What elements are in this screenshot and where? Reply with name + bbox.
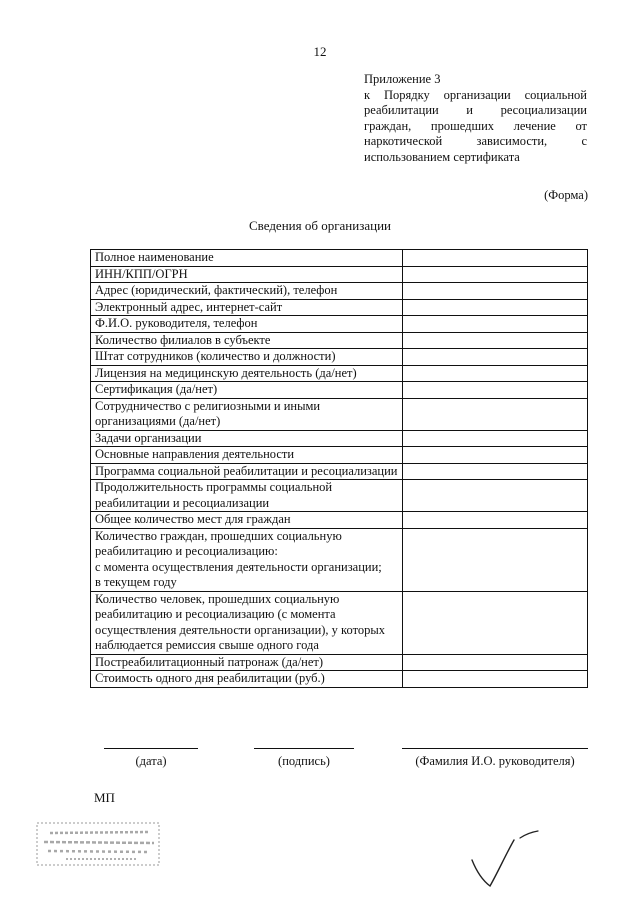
table-row — [91, 266, 588, 283]
row-label: Штат сотрудников (количество и должности) — [91, 349, 403, 366]
table-row — [91, 654, 588, 671]
row-value — [403, 654, 588, 671]
row-label: Сотрудничество с религиозными и иными организациями (да/нет) — [91, 398, 403, 430]
row-label: Основные направления деятельности — [91, 447, 403, 464]
row-label: Программа социальной реабилитации и ресоциализации — [91, 463, 403, 480]
row-value — [403, 250, 588, 267]
table-row — [91, 480, 588, 512]
sign-signature-block — [254, 748, 354, 769]
handwritten-signature-icon — [464, 826, 544, 896]
row-value — [403, 480, 588, 512]
row-label: ИНН/КПП/ОГРН — [91, 266, 403, 283]
date-caption: (дата) — [135, 754, 167, 768]
name-signature-block — [402, 748, 588, 769]
appendix-title: Приложение 3 — [364, 72, 441, 86]
row-value — [403, 283, 588, 300]
sign-line — [254, 748, 354, 749]
date-signature-block — [104, 748, 198, 769]
appendix-header — [364, 72, 587, 165]
document-title: Сведения об организации — [248, 218, 392, 233]
row-value — [403, 398, 588, 430]
table-row — [91, 447, 588, 464]
row-value — [403, 591, 588, 654]
row-label: Количество человек, прошедших социальную реабилитацию и ресоциализацию (с момента осуществления деятельности организации), у которых наблюдается ремиссия свыше одного года — [91, 591, 403, 654]
row-value — [403, 447, 588, 464]
row-value — [403, 528, 588, 591]
row-label: Ф.И.О. руководителя, телефон — [91, 316, 403, 333]
row-value — [403, 512, 588, 529]
seal-place-label: МП — [94, 790, 115, 805]
sign-caption: (подпись) — [278, 754, 330, 768]
row-value — [403, 382, 588, 399]
row-value — [403, 463, 588, 480]
table-row — [91, 349, 588, 366]
row-label: Продолжительность программы социальной реабилитации и ресоциализации — [91, 480, 403, 512]
name-caption: (Фамилия И.О. руководителя) — [415, 754, 575, 768]
table-row — [91, 398, 588, 430]
row-label-line: Количество граждан, прошедших социальную реабилитацию и ресоциализацию: — [95, 528, 342, 558]
table-row — [91, 316, 588, 333]
table-row — [91, 332, 588, 349]
row-value — [403, 299, 588, 316]
row-label: Стоимость одного дня реабилитации (руб.) — [91, 671, 403, 688]
name-line — [402, 748, 588, 749]
table-row — [91, 250, 588, 267]
row-value — [403, 266, 588, 283]
table-row — [91, 528, 588, 591]
row-label: Адрес (юридический, фактический), телефон — [91, 283, 403, 300]
form-label: (Форма) — [544, 188, 588, 202]
table-row — [91, 365, 588, 382]
row-value — [403, 430, 588, 447]
table-row — [91, 283, 588, 300]
row-value — [403, 365, 588, 382]
row-label-line: в текущем году — [95, 575, 177, 589]
row-value — [403, 671, 588, 688]
appendix-body: к Порядку организации социальной реабилитации и ресоциализации граждан, прошедших лечение от наркотической зависимости, с использованием сертификата — [364, 87, 587, 164]
table-row — [91, 463, 588, 480]
table-row — [91, 382, 588, 399]
table-row — [91, 591, 588, 654]
table-row — [91, 430, 588, 447]
row-label-composite — [91, 528, 403, 591]
row-label: Полное наименование — [91, 250, 403, 267]
table-row — [91, 512, 588, 529]
date-line — [104, 748, 198, 749]
row-label: Количество филиалов в субъекте — [91, 332, 403, 349]
row-label: Общее количество мест для граждан — [91, 512, 403, 529]
stamp-icon — [36, 822, 160, 866]
table-row — [91, 671, 588, 688]
row-value — [403, 332, 588, 349]
row-label: Задачи организации — [91, 430, 403, 447]
row-value — [403, 349, 588, 366]
organization-info-table — [90, 249, 588, 688]
row-label: Постреабилитационный патронаж (да/нет) — [91, 654, 403, 671]
row-label: Сертификация (да/нет) — [91, 382, 403, 399]
row-label: Лицензия на медицинскую деятельность (да/нет) — [91, 365, 403, 382]
row-value — [403, 316, 588, 333]
row-label-line: с момента осуществления деятельности организации; — [95, 559, 382, 574]
row-label: Электронный адрес, интернет-сайт — [91, 299, 403, 316]
table-row — [91, 299, 588, 316]
page-number: 12 — [313, 44, 327, 59]
